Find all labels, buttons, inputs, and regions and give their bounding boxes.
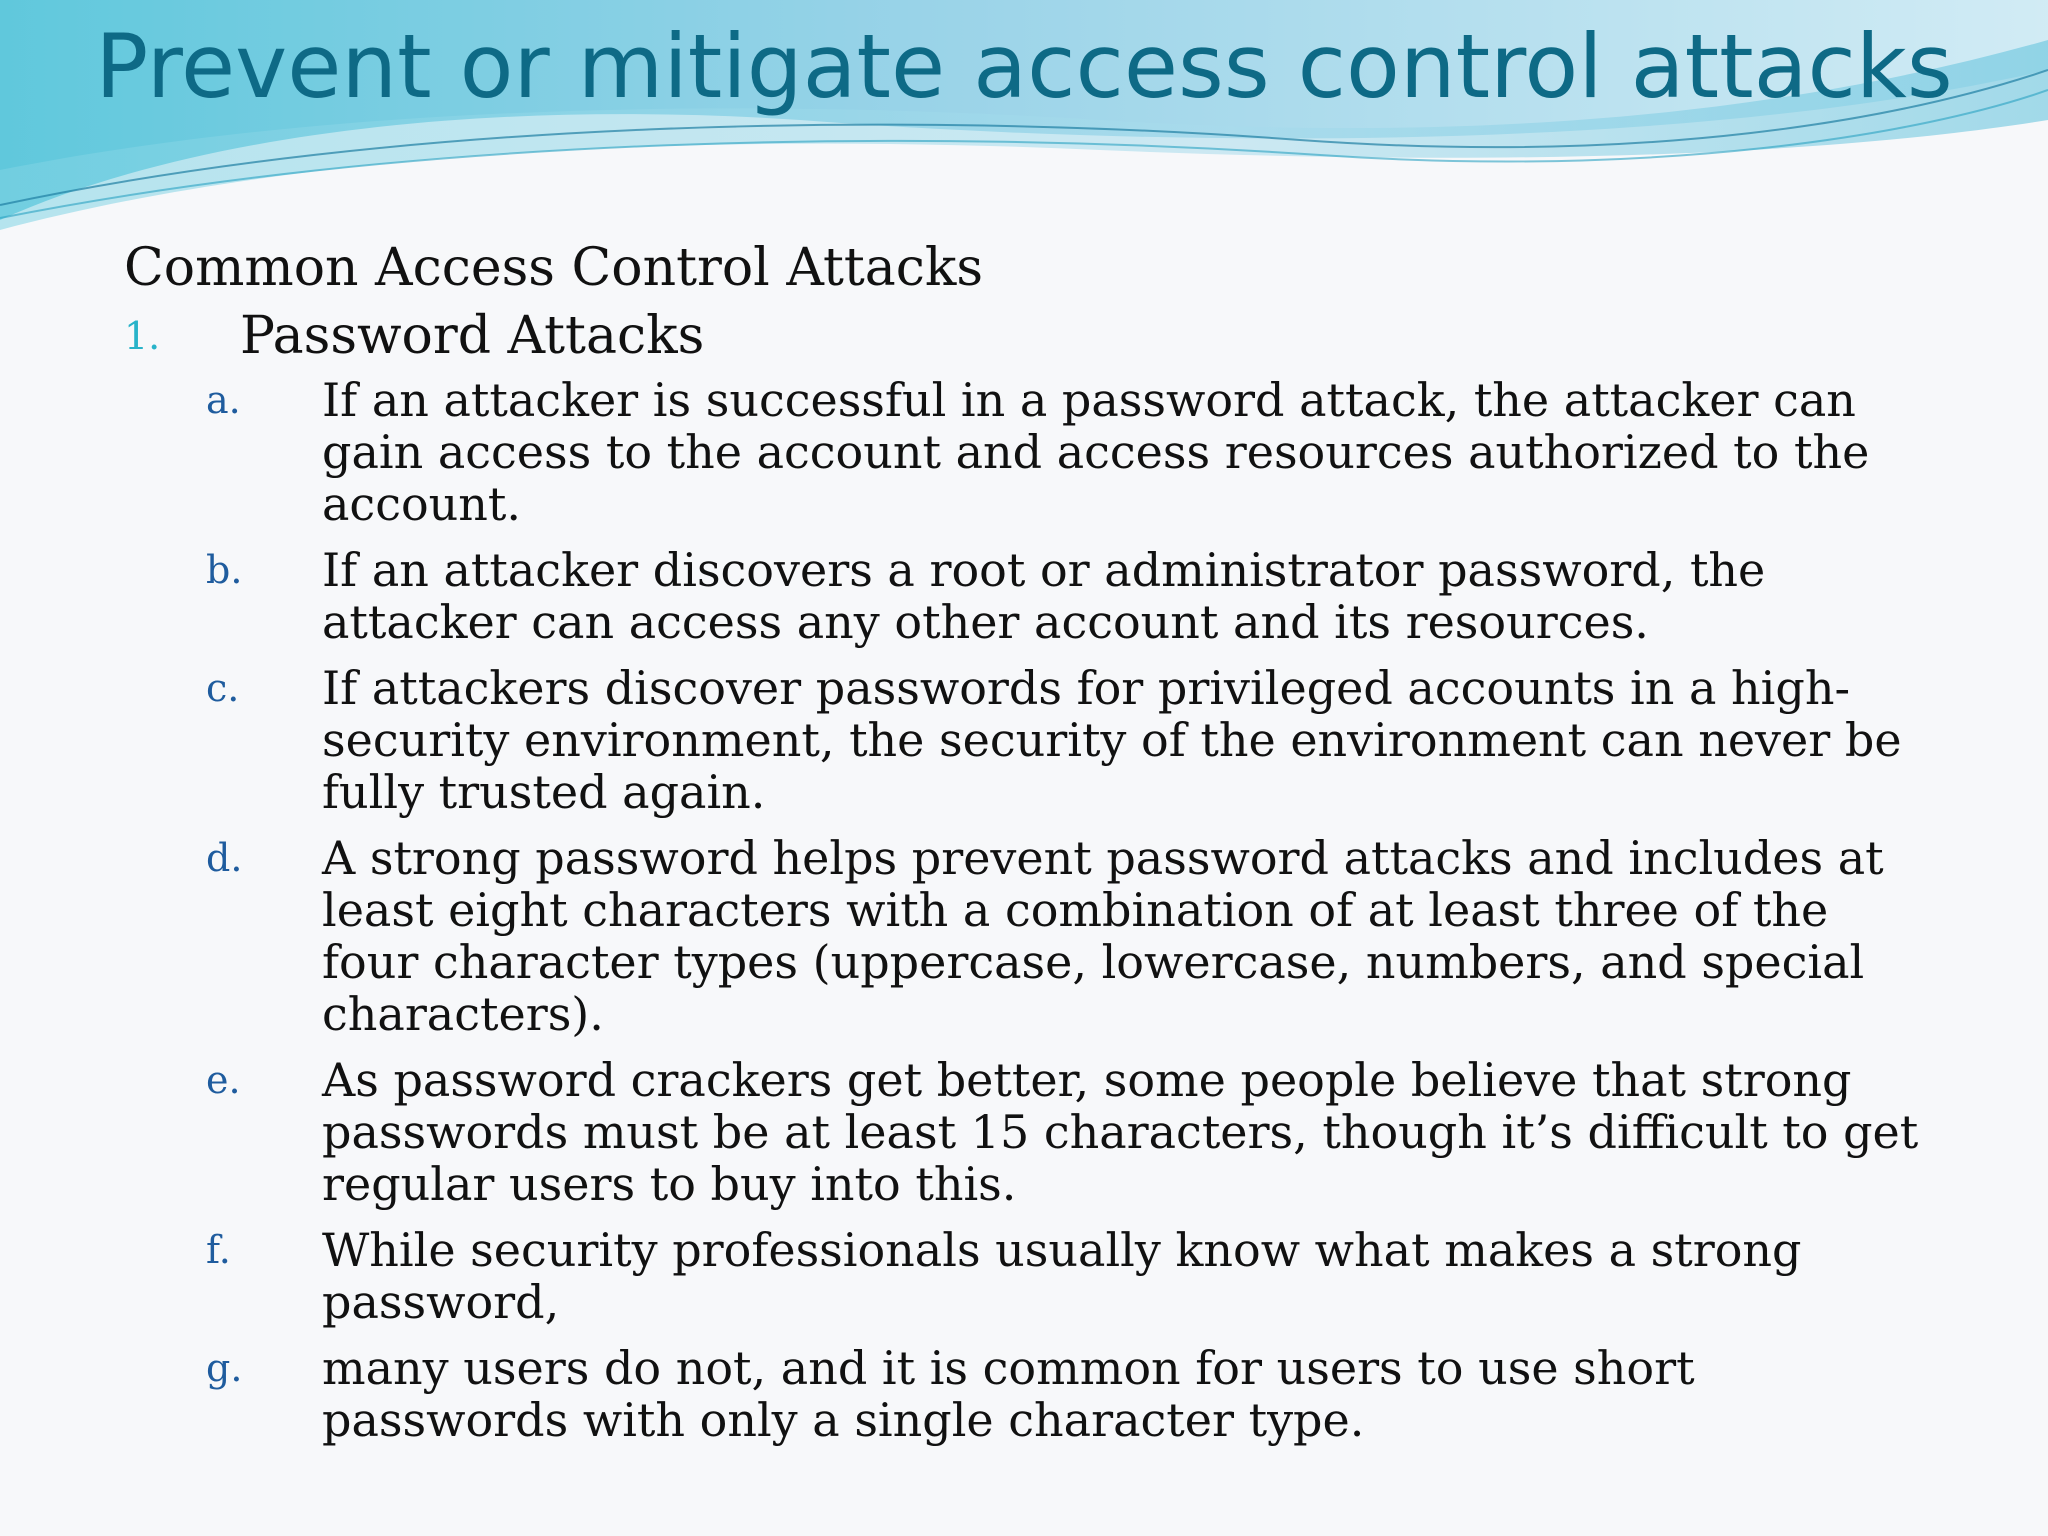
- sublist-item: [206, 1054, 1924, 1210]
- sublist-text: If an attacker is successful in a password attack, the attacker can gain access to the account and access resources authorized to the account.: [322, 373, 1870, 531]
- slide-body: [124, 234, 1924, 1460]
- sublist-text: many users do not, and it is common for users to use short passwords with only a single character type.: [322, 1341, 1695, 1447]
- sublist-text: As password crackers get better, some people believe that strong passwords must be at least 15 characters, though it’s difficult to get regular users to buy into this.: [322, 1053, 1919, 1211]
- sublist-item: [206, 832, 1924, 1040]
- sublist-item: [206, 374, 1924, 530]
- sublist-letter: g.: [206, 1346, 243, 1390]
- list-item-label: Password Attacks: [240, 306, 705, 366]
- section-heading: Common Access Control Attacks: [124, 238, 984, 298]
- sublist-item: [206, 662, 1924, 818]
- sublist-text: If an attacker discovers a root or administrator password, the attacker can access any other account and its resources.: [322, 543, 1766, 649]
- list-number: 1.: [124, 314, 161, 358]
- sublist-letter: e.: [206, 1058, 241, 1102]
- sublist-text: A strong password helps prevent password attacks and includes at least eight characters with a combination of at least three of the four character types (uppercase, lowercase, numbers, and special characters).: [322, 831, 1884, 1041]
- sublist-text: If attackers discover passwords for privileged accounts in a high-security environment, the security of the environment can never be fully trusted again.: [322, 661, 1902, 819]
- sublist-item: [206, 544, 1924, 648]
- sublist-letter: d.: [206, 836, 243, 880]
- sublist-letter: b.: [206, 548, 243, 592]
- list-item-password-attacks: [124, 302, 1924, 370]
- sublist-letter: c.: [206, 666, 240, 710]
- password-attacks-sublist: [206, 374, 1924, 1446]
- sublist-letter: f.: [206, 1228, 231, 1272]
- sublist-letter: a.: [206, 378, 241, 422]
- sublist-item: [206, 1342, 1924, 1446]
- slide-title: Prevent or mitigate access control attacks: [95, 15, 1953, 118]
- sublist-text: While security professionals usually know what makes a strong password,: [322, 1223, 1802, 1329]
- sublist-item: [206, 1224, 1924, 1328]
